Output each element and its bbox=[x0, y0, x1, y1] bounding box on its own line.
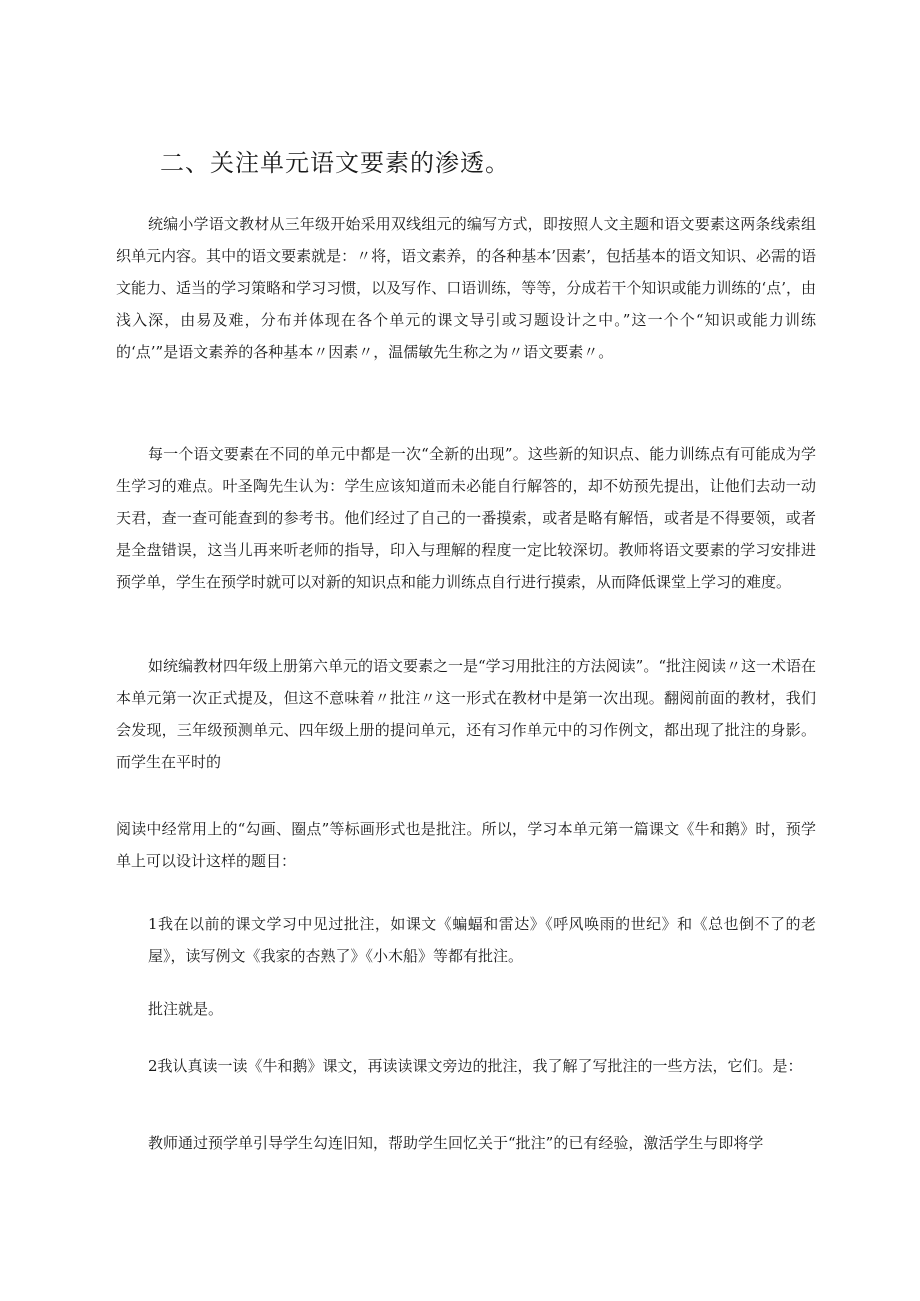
question-item-1: 1我在以前的课文学习中见过批注，如课文《蝙蝠和雷达》《呼风唤雨的世纪》和《总也倒不了的老屋》，读写例文《我家的杏熟了》《小木船》等都有批注。 bbox=[148, 915, 816, 965]
question-item-2: 2我认真读一读《牛和鹅》课文，再读读课文旁边的批注，我了解了写批注的一些方法，它们。是： bbox=[148, 1057, 803, 1075]
paragraph-annotation-example: 如统编教材四年级上册第六单元的语文要素之一是“学习用批注的方法阅读”。“批注阅读〃这一术语在本单元第一次正式提及，但这不意味着〃批注〃这一形式在教材中是第一次出现。翻阅前面的教材，我们会发现，三年级预测单元、四年级上册的提问单元，还有习作单元中的习作例文，都出现了批注的身影。而学生在平时的 bbox=[116, 657, 817, 771]
paragraph-teacher-guidance: 教师通过预学单引导学生勾连旧知，帮助学生回忆关于“批注”的已有经验，激活学生与即将学 bbox=[148, 1134, 764, 1152]
paragraph-dual-line-units: 统编小学语文教材从三年级开始采用双线组元的编写方式，即按照人文主题和语文要素这两条线索组织单元内容。其中的语文要素就是：〃将，语文素养，的各种基本’因素’，包括基本的语文知识、必需的语文能力、适当的学习策略和学习习惯，以及写作、口语训练，等等，分成若干个知识或能力训练的‘点’，由浅入深，由易及难，分布并体现在各个单元的课文导引或习题设计之中。”这一个个“知识或能力训练的‘点’”是语文素养的各种基本〃因素〃，温儒敏先生称之为〃语文要素〃。 bbox=[116, 215, 816, 361]
paragraph-annotation-continued: 阅读中经常用上的“勾画、圈点”等标画形式也是批注。所以，学习本单元第一篇课文《牛和鹅》时，预学单上可以设计这样的题目： bbox=[116, 820, 816, 870]
section-heading: 二、关注单元语文要素的渗透。 bbox=[160, 149, 510, 177]
question-item-1-blank: 批注就是。 bbox=[148, 1000, 224, 1018]
paragraph-new-elements: 每一个语文要素在不同的单元中都是一次“全新的出现”。这些新的知识点、能力训练点有可能成为学生学习的难点。叶圣陶先生认为：学生应该知道而未必能自行解答的，却不妨预先提出，让他们去动一动天君，查一查可能查到的参考书。他们经过了自己的一番摸索，或者是略有解悟，或者是不得要领，或者是全盘错误，这当儿再来听老师的指导，印入与理解的程度一定比较深切。教师将语文要素的学习安排进预学单，学生在预学时就可以对新的知识点和能力训练点自行进行摸索，从而降低课堂上学习的难度。 bbox=[116, 445, 816, 591]
